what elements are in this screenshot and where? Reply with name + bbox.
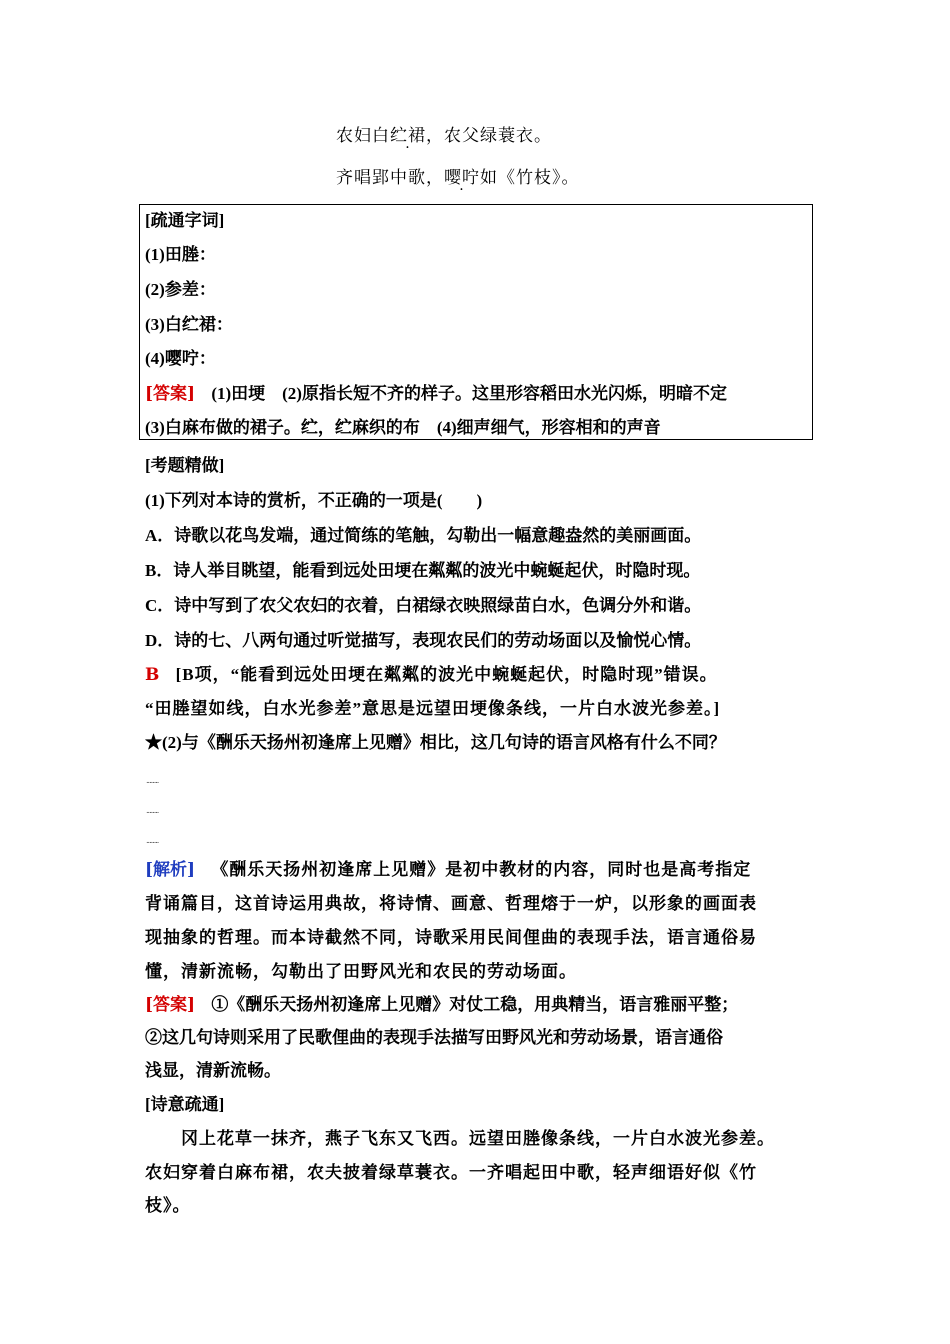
answer2-tag: [答案] [145, 995, 196, 1015]
analysis-tag: [解析] [145, 860, 196, 880]
poem-line-2-part-a: 齐唱郢中歌， [336, 168, 444, 188]
analysis-line-1 [145, 858, 751, 882]
analysis-text-1: 《酬乐天扬州初逢席上见赠》是初中教材的内容，同时也是高考指定 [211, 860, 752, 879]
vocab-answer-text-1: (1)田埂 (2)原指长短不齐的样子。这里形容稻田水光闪烁，明暗不定 [211, 384, 727, 403]
q1-explanation-line-2: “田塍望如线，白水光参差”意思是远望田埂像条线，一片白水波光参差。] [145, 699, 721, 718]
vocab-item-1: (1)田塍： [145, 245, 216, 264]
q1-answer-letter: B [145, 665, 160, 685]
exam-heading: [考题精做] [145, 456, 225, 475]
analysis-line-2: 背诵篇目，这首诗运用典故，将诗情、画意、哲理熔于一炉，以形象的画面表 [145, 894, 757, 913]
q1-explanation-line-1 [145, 663, 718, 687]
option-a: A．诗歌以花鸟发端，通过简练的笔触，勾勒出一幅意趣盎然的美丽画面。 [145, 526, 702, 545]
poem-line-1-part-a: 农妇白 [336, 126, 390, 146]
vocab-heading: [疏通字词] [145, 211, 225, 230]
poem-line-2 [336, 166, 580, 190]
meaning-line-1: 冈上花草一抹齐，燕子飞东又飞西。远望田塍像条线，一片白水波光参差。 [181, 1129, 775, 1148]
poem-emphasis-2: 嘤咛 [444, 168, 480, 188]
analysis-line-3: 现抽象的哲理。而本诗截然不同，诗歌采用民间俚曲的表现手法，语言通俗易 [145, 928, 757, 947]
vocab-answer-tag: [答案] [145, 384, 196, 404]
vocab-item-2: (2)参差： [145, 280, 216, 299]
meaning-line-3: 枝》。 [145, 1196, 191, 1215]
answer-blank-1: ........ [146, 776, 159, 785]
option-b: B．诗人举目眺望，能看到远处田埂在粼粼的波光中蜿蜒起伏，时隐时现。 [145, 561, 701, 580]
vocab-answer-line-1 [145, 382, 727, 406]
question-2: ★(2)与《酬乐天扬州初逢席上见赠》相比，这几句诗的语言风格有什么不同？ [145, 733, 726, 752]
meaning-heading: [诗意疏通] [145, 1095, 225, 1114]
answer2-line-1 [145, 993, 738, 1017]
option-c: C．诗中写到了农父农妇的衣着，白裙绿衣映照绿苗白水，色调分外和谐。 [145, 596, 702, 615]
answer-blank-2: ........ [146, 806, 159, 815]
question-1: (1)下列对本诗的赏析，不正确的一项是( ) [145, 491, 483, 510]
answer2-line-2: ②这几句诗则采用了民歌俚曲的表现手法描写田野风光和劳动场景，语言通俗 [145, 1028, 723, 1047]
vocab-item-3: (3)白纻裙： [145, 315, 233, 334]
analysis-line-4: 懂，清新流畅，勾勒出了田野风光和农民的劳动场面。 [145, 962, 577, 981]
poem-line-1-part-c: ，农父绿蓑衣。 [426, 126, 552, 146]
poem-emphasis-1: 纻裙 [390, 126, 426, 146]
answer2-line-3: 浅显，清新流畅。 [145, 1061, 281, 1080]
vocab-item-4: (4)嘤咛： [145, 349, 216, 368]
vocab-answer-line-2: (3)白麻布做的裙子。纻，纻麻织的布 (4)细声细气，形容相和的声音 [145, 418, 661, 437]
option-d: D．诗的七、八两句通过听觉描写，表现农民们的劳动场面以及愉悦心情。 [145, 631, 702, 650]
poem-line-2-part-c: 如《竹枝》。 [480, 168, 580, 188]
poem-line-1 [336, 124, 552, 148]
answer2-text-1: ①《酬乐天扬州初逢席上见赠》对仗工稳，用典精当，语言雅丽平整； [211, 995, 739, 1014]
meaning-line-2: 农妇穿着白麻布裙，农夫披着绿草蓑衣。一齐唱起田中歌，轻声细语好似《竹 [145, 1163, 757, 1182]
q1-explanation-text-1: [B项，“能看到远处田埂在粼粼的波光中蜿蜒起伏，时隐时现”错误。 [175, 665, 718, 684]
answer-blank-3: ........ [146, 836, 159, 845]
